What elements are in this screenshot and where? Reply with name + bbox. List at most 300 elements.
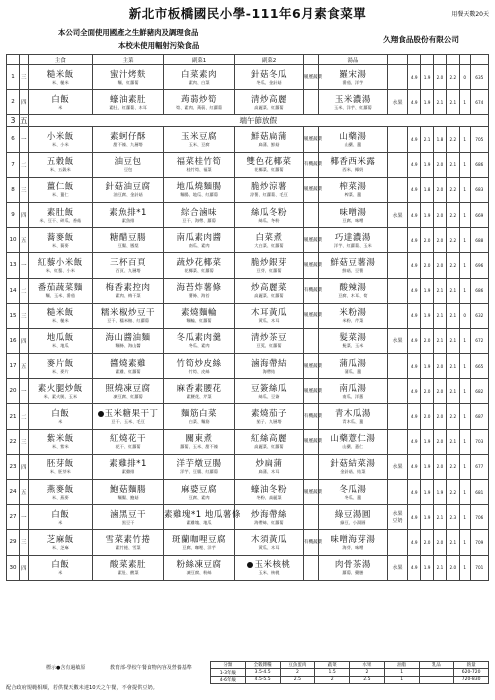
soup-ingredients: 蒲瓜、薑 (344, 368, 362, 374)
day-number: 30 (7, 555, 20, 580)
main-dish-ingredients: 米、蕎麥 (51, 242, 69, 248)
day-number: 7 (7, 152, 20, 177)
nutrition-value: 4.9 (408, 379, 421, 404)
holiday-text: 端午節放假 (28, 115, 489, 127)
main-dish (28, 480, 93, 505)
main-dish-name: 白飯 (51, 409, 70, 420)
entree-name: 梅香素控肉 (105, 283, 151, 294)
side-dish-2-name: 白菜煮 (255, 232, 283, 243)
main-dish (28, 127, 93, 152)
soup-ingredients: 洋芋、紅蘿蔔、玉米 (334, 242, 372, 248)
side-dish-1-name: 斑蘭咖哩豆腐 (172, 534, 227, 545)
col-dish: 主菜 (93, 55, 164, 65)
day-number: 29 (7, 530, 20, 555)
nutrition-value: 4.9 (408, 90, 421, 115)
day-number: 2 (7, 90, 20, 115)
entree-name: 鮑菇麵腸 (110, 484, 147, 495)
nutrition-value: 2.3 (446, 505, 459, 530)
company-name: 久翔食品股份有限公司 (383, 35, 459, 44)
nutrition-value: 4.9 (408, 454, 421, 479)
nutrition-header: 熱量 (454, 662, 489, 669)
soup-name: 蒲瓜湯 (339, 358, 367, 369)
main-dish-name: 紫米飯 (46, 434, 74, 445)
holiday-row (7, 115, 489, 127)
soup-ingredients: 西米、椰奶 (342, 167, 364, 173)
nutrition-value: 1.9 (421, 65, 434, 90)
fruit-label (387, 303, 407, 328)
fruit-text: 水果 (392, 511, 403, 518)
soup-name: 肉骨茶湯 (334, 560, 371, 571)
entree (93, 505, 164, 530)
entree-ingredients: 豆腸、鳳梨 (117, 242, 139, 248)
nutrition-cell: 2 (280, 669, 315, 676)
side-dish-1 (164, 202, 235, 227)
main-dish-name: 白飯 (51, 509, 70, 520)
soup-name: 酸辣湯 (339, 283, 367, 294)
nutrition-value: 1.9 (421, 454, 434, 479)
nutrition-value: 688 (470, 228, 488, 253)
fruit-text: 水果 (392, 212, 403, 219)
side-dish-2 (235, 530, 304, 555)
nutrition-header: 豆魚蛋肉 (280, 662, 315, 669)
weekday: 四 (19, 90, 28, 115)
side-dish-2-ingredients: 高麗菜、紅蘿蔔 (254, 293, 284, 299)
main-dish (28, 228, 93, 253)
fruit-label (387, 65, 407, 90)
nutrition-value: 4.9 (408, 65, 421, 90)
entree-name: 滷黑豆干 (110, 509, 147, 520)
nutrition-value: 1 (459, 90, 470, 115)
weekday: 三 (19, 429, 28, 454)
soup-ingredients: 蘿蔔、藥膳 (342, 570, 364, 576)
allergen-dot-icon (98, 411, 104, 417)
weekday: 一 (19, 253, 28, 278)
menu-table (6, 54, 489, 581)
weekday: 四 (19, 328, 28, 353)
entree (93, 429, 164, 454)
nutrition-value: 4.9 (408, 505, 421, 530)
nutrition-value: 1 (459, 127, 470, 152)
nutrition-value: 2.0 (434, 354, 447, 379)
side-dish-2-ingredients: 高麗菜、紅蘿蔔 (254, 444, 284, 450)
entree (93, 354, 164, 379)
soup (318, 530, 387, 555)
side-dish-1-ingredients: 素肉、白菜 (188, 79, 210, 85)
table-row (7, 90, 489, 115)
radiation-note: 本校未使用輻射污染食品 (118, 41, 200, 50)
nutrition-value: 4.9 (408, 555, 421, 580)
side-dish-2-name: 炒高麗菜 (250, 283, 287, 294)
soup-name: 山藥薏仁湯 (330, 434, 376, 445)
side-dish-1-ingredients: 豆干、海帶、蘿蔔 (182, 217, 216, 223)
weekday: 三 (19, 65, 28, 90)
table-row (7, 278, 489, 303)
side-dish-1-name: 竹筍炒皮絲 (176, 358, 222, 369)
entree (93, 530, 164, 555)
side-dish-2-ingredients: 黃瓜、木耳 (258, 318, 280, 324)
entree-name: 蜜汁烤麩 (110, 69, 147, 80)
main-dish (28, 555, 93, 580)
vegetable-label: 有機蔬菜 (303, 152, 318, 177)
nutrition-value: 4.9 (408, 202, 421, 227)
main-dish (28, 404, 93, 429)
nutrition-value: 632 (470, 303, 488, 328)
day-number: 21 (7, 404, 20, 429)
soup-ingredients: 冬瓜、薑 (344, 494, 362, 500)
nutrition-value: 706 (470, 505, 488, 530)
nutrition-value: 4.9 (408, 303, 421, 328)
day-number: 24 (7, 480, 20, 505)
side-dish-1-name: 洋芋燉豆腸 (176, 459, 222, 470)
vegetable-label: 履歷蔬菜 (303, 177, 318, 202)
main-dish-name: 素火腿炒飯 (37, 383, 83, 394)
side-dish-2-name: 清炒茶豆 (250, 333, 287, 344)
nutrition-value: 4.9 (408, 429, 421, 454)
table-row (7, 303, 489, 328)
vegetable-label (303, 202, 318, 227)
fruit-label (387, 177, 407, 202)
nutrition-value: 2.0 (434, 202, 447, 227)
nutrition-cell: 4-6年級 (211, 676, 246, 683)
table-row (7, 530, 489, 555)
nutrition-value: 1 (459, 480, 470, 505)
table-row (7, 454, 489, 479)
nutrition-value: 1 (459, 454, 470, 479)
nutrition-value: 687 (470, 404, 488, 429)
nutrition-value: 2.0 (421, 530, 434, 555)
soup-ingredients: 青木瓜、薑 (342, 419, 364, 425)
vegetable-label: 履歷蔬菜 (303, 429, 318, 454)
nutrition-value: 2.2 (446, 202, 459, 227)
entree-name: 素雞排*1 (109, 459, 147, 470)
main-dish-name: 薑仁飯 (46, 182, 74, 193)
side-dish-2-name: 脆炒銀芽 (250, 257, 287, 268)
soup-name: 米粉湯 (339, 308, 367, 319)
side-dish-2 (235, 303, 304, 328)
nutrition-value: 2.1 (446, 303, 459, 328)
nutrition-value: 1 (459, 429, 470, 454)
entree (93, 202, 164, 227)
nutrition-value: 1.9 (421, 354, 434, 379)
side-dish-2 (235, 404, 304, 429)
weekday: 五 (19, 354, 28, 379)
side-dish-1 (164, 505, 241, 530)
main-dish-ingredients: 麵、玉米、番茄 (45, 293, 75, 299)
nutrition-cell: 4.5-5.5 (245, 676, 280, 683)
nutrition-table (210, 661, 489, 684)
entree-ingredients: 素竹捲、雪菜 (115, 544, 141, 550)
vegetable-label (303, 454, 318, 479)
nutrition-value: 4.9 (408, 228, 421, 253)
side-dish-1 (164, 228, 235, 253)
table-row (7, 328, 489, 353)
entree-ingredients: 素肉、梅干菜 (115, 293, 141, 299)
soup-ingredients: 玉米、洋芋、紅蘿蔔 (334, 104, 372, 110)
main-dish-name: 白飯 (51, 94, 70, 105)
nutrition-value: 2.1 (446, 90, 459, 115)
nutrition-value: 2.0 (434, 253, 447, 278)
main-dish (28, 202, 93, 227)
main-dish-ingredients: 米、芝麻 (51, 544, 69, 550)
entree (93, 278, 164, 303)
nutrition-value: 1.9 (421, 555, 434, 580)
nutrition-value: 674 (470, 90, 488, 115)
nutrition-value: 1.8 (421, 177, 434, 202)
main-dish-ingredients: 米 (58, 104, 63, 110)
vegetable-label (303, 505, 318, 530)
side-dish-1-ingredients: 麵腸、地瓜、紅蘿蔔 (180, 192, 218, 198)
day-number: 23 (7, 454, 20, 479)
entree-ingredients: 麵、紅蘿蔔 (117, 79, 139, 85)
entree-ingredients: 花干、紅蘿蔔 (115, 444, 141, 450)
nutrition-value: 1 (459, 177, 470, 202)
nutrition-value: 681 (470, 480, 488, 505)
side-dish-1 (164, 404, 235, 429)
side-dish-1 (164, 127, 235, 152)
day-number: 22 (7, 429, 20, 454)
nutrition-value: 2.1 (434, 555, 447, 580)
soup (318, 454, 387, 479)
nutrition-value: 1 (459, 228, 470, 253)
nutrition-value: 2.0 (434, 404, 447, 429)
entree-ingredients: 甜不辣、九層塔 (113, 141, 143, 147)
holiday-weekday: 五 (19, 116, 28, 126)
side-dish-1 (164, 429, 235, 454)
side-dish-1-name: 冬瓜素肉羹 (176, 333, 222, 344)
side-dish-2-name: 素燒茄子 (250, 409, 287, 420)
soup (318, 328, 387, 353)
side-dish-2-name: 紅絲高麗 (250, 434, 287, 445)
day-number: 8 (7, 177, 20, 202)
entree-ingredients: 油豆腐、金針菇 (113, 192, 143, 198)
nutrition-value: 2.1 (434, 90, 447, 115)
nutrition-value: 2.0 (434, 530, 447, 555)
side-dish-1-name: 麻婆豆腐 (181, 484, 218, 495)
table-row (7, 505, 489, 530)
side-dish-1-name: 南瓜素肉醬 (176, 232, 222, 243)
nutrition-value: 2.0 (434, 152, 447, 177)
nutrition-cell: 1 (384, 676, 419, 683)
soup-name: 味噌湯 (339, 207, 367, 218)
side-dish-2 (235, 454, 304, 479)
nutrition-value: 1.9 (421, 429, 434, 454)
weekday: 五 (19, 228, 28, 253)
fruit-label (387, 429, 407, 454)
side-dish-1-name: 地瓜燒麵腸 (176, 182, 222, 193)
soup-ingredients: 髮菜、玉米 (342, 343, 364, 349)
nutrition-value: 4.9 (408, 530, 421, 555)
side-dish-1-ingredients: 白菜、麵筋 (188, 419, 210, 425)
entree (93, 65, 164, 90)
side-dish-1 (164, 90, 235, 115)
main-dish-name: 燕麥飯 (46, 484, 74, 495)
soup-name: 羅宋湯 (339, 69, 367, 80)
vegetable-label: 有機蔬菜 (303, 404, 318, 429)
side-dish-2-ingredients: 海帶絲、紅蘿蔔 (254, 519, 284, 525)
entree (93, 454, 164, 479)
main-dish (28, 429, 93, 454)
entree-name: 玉米糖果干丁 (93, 409, 163, 419)
entree-ingredients: 豆干、糯米椒、紅蘿蔔 (107, 318, 149, 324)
side-dish-2 (235, 253, 304, 278)
nutrition-value: 1.8 (434, 127, 447, 152)
soup-name: 綠豆湯圓 (334, 509, 371, 520)
col-side1: 副菜1 (164, 55, 235, 65)
soup-name: 冬瓜湯 (339, 484, 367, 495)
col-main: 主食 (28, 55, 93, 65)
nutrition-value: 2.2 (446, 404, 459, 429)
vegetable-label: 履歷蔬菜 (303, 253, 318, 278)
entree (93, 404, 164, 429)
side-dish-2 (235, 127, 304, 152)
side-dish-2-name: 脆炒涼薯 (250, 182, 287, 193)
side-dish-2-ingredients: 扁蒲、鮮菇 (258, 141, 280, 147)
side-dish-1-ingredients: 玉米、豆腐 (188, 141, 210, 147)
nutrition-value: 2.0 (434, 65, 447, 90)
nutrition-value: 1 (459, 202, 470, 227)
side-dish-1 (164, 278, 235, 303)
nutrition-value: 682 (470, 379, 488, 404)
nutrition-value: 2.0 (434, 228, 447, 253)
main-dish-ingredients: 米 (58, 570, 63, 576)
main-dish (28, 303, 93, 328)
nutrition-value: 703 (470, 429, 488, 454)
col-side2: 副菜2 (235, 55, 304, 65)
main-dish (28, 152, 93, 177)
soup (318, 177, 387, 202)
side-dish-1-name: 麻香素腰花 (176, 383, 222, 394)
entree (93, 228, 164, 253)
fruit-text: 水果 (392, 99, 403, 106)
vegetable-label: 履歷蔬菜 (303, 228, 318, 253)
main-dish (28, 253, 93, 278)
side-dish-1 (164, 354, 235, 379)
side-dish-1-ingredients: 凍豆腐、粉絲 (186, 570, 212, 576)
side-dish-2 (235, 505, 304, 530)
nutrition-value: 4.9 (408, 328, 421, 353)
main-dish (28, 65, 93, 90)
side-dish-2 (235, 278, 304, 303)
weekday: 三 (19, 530, 28, 555)
side-dish-2 (235, 480, 304, 505)
vegetable-label (303, 555, 318, 580)
nutrition-value: 1 (459, 278, 470, 303)
side-dish-2-ingredients: 大白菜、紅蘿蔔 (254, 242, 284, 248)
side-dish-2-ingredients: 豆莢、紅蘿蔔 (256, 343, 282, 349)
side-dish-2-name: 炒扁蒲 (255, 459, 283, 470)
table-row (7, 379, 489, 404)
main-dish-name: 芝麻飯 (46, 534, 74, 545)
side-dish-1-name: 素雞塊*1 地瓜薯條 (164, 509, 241, 520)
nutrition-value: 635 (470, 65, 488, 90)
soup-ingredients: 米粉、芹菜 (342, 318, 364, 324)
nutrition-row (211, 669, 489, 676)
side-dish-2-ingredients: 高麗菜、紅蘿蔔 (254, 104, 284, 110)
main-dish-name: 地瓜飯 (46, 333, 74, 344)
nutrition-value: 686 (470, 278, 488, 303)
main-dish-name: 紅藜小米飯 (37, 257, 83, 268)
nutrition-value: 2.1 (446, 429, 459, 454)
side-dish-1 (164, 328, 235, 353)
fruit-label (387, 454, 407, 479)
side-dish-1 (164, 530, 235, 555)
side-dish-2-ingredients: 冬粉、高麗菜 (256, 494, 282, 500)
table-row (7, 404, 489, 429)
nutrition-value: 2.1 (434, 505, 447, 530)
nutrition-standard-note: 教育部-學校午餐食物內容及營養基準 (110, 665, 192, 671)
side-dish-2-name: 木耳黃瓜 (250, 308, 287, 319)
soup-name: 味噌海芽湯 (330, 534, 376, 545)
holiday-day: 3 (7, 115, 20, 127)
main-dish-name: 小米飯 (46, 131, 74, 142)
entree-ingredients: 百頁、九層塔 (115, 267, 141, 273)
nutrition-cell (419, 669, 454, 676)
entree-ingredients: 豆包 (123, 167, 133, 173)
soup (318, 228, 387, 253)
side-dish-1 (164, 152, 235, 177)
main-dish (28, 530, 93, 555)
fruit-label (387, 328, 407, 353)
side-dish-1-ingredients: 洋芋、豆腸、紅蘿蔔 (180, 469, 218, 475)
table-row (7, 177, 489, 202)
fruit-text: 水果 (392, 565, 403, 572)
side-dish-2-ingredients: 絲瓜、豆簽 (258, 393, 280, 399)
side-dish-1-ingredients: 桂竹筍、福菜 (186, 167, 212, 173)
nutrition-value: 2.0 (421, 404, 434, 429)
nutrition-value: 1.9 (434, 480, 447, 505)
side-dish-1-ingredients: 筍、素肉、蒟蒻、紅蘿蔔 (176, 104, 223, 110)
weekday: 二 (19, 152, 28, 177)
nutrition-value: 677 (470, 454, 488, 479)
nutrition-value: 2.1 (446, 152, 459, 177)
nutrition-value: 4.9 (408, 177, 421, 202)
vegetable-label: 履歷蔬菜 (303, 65, 318, 90)
soup (318, 65, 387, 90)
nutrition-value: 2.0 (434, 429, 447, 454)
nutrition-value: 2.1 (421, 127, 434, 152)
soup-ingredients: 鮮菇、豆薯 (342, 267, 364, 273)
soup (318, 354, 387, 379)
soup-ingredients: 山藥、薑 (344, 141, 362, 147)
side-dish-2 (235, 152, 304, 177)
side-dish-1-ingredients: 冬瓜、素肉 (188, 343, 210, 349)
fruit-label (387, 278, 407, 303)
main-dish-name: 蕎麥飯 (46, 232, 74, 243)
fruit-label (387, 404, 407, 429)
entree-name: 雪菜素竹捲 (105, 534, 151, 545)
nutrition-cell: 2 (350, 669, 385, 676)
side-dish-2-name: 清炒高麗 (250, 94, 287, 105)
side-dish-2-name: 豆簽絲瓜 (250, 383, 287, 394)
nutrition-value: 2.2 (446, 127, 459, 152)
entree-name: 蠔油素肚 (110, 94, 147, 105)
nutrition-value: 4.9 (408, 354, 421, 379)
side-dish-1-name: 粉絲凍豆腐 (176, 560, 222, 571)
table-row (7, 354, 489, 379)
vegetable-label: 履歷蔬菜 (303, 303, 318, 328)
soup (318, 127, 387, 152)
side-dish-1-name: 玉米豆腐 (181, 131, 218, 142)
main-dish-name: 糙米飯 (46, 308, 74, 319)
table-row (7, 253, 489, 278)
entree-ingredients: 素雞、紅蘿蔔 (115, 368, 141, 374)
fruit-label (387, 480, 407, 505)
fruit-label (387, 505, 407, 530)
main-dish (28, 90, 93, 115)
main-dish-name: 糙米飯 (46, 69, 74, 80)
side-dish-1 (164, 177, 235, 202)
side-dish-2-ingredients: 涼薯、紅蘿蔔、毛豆 (250, 192, 288, 198)
